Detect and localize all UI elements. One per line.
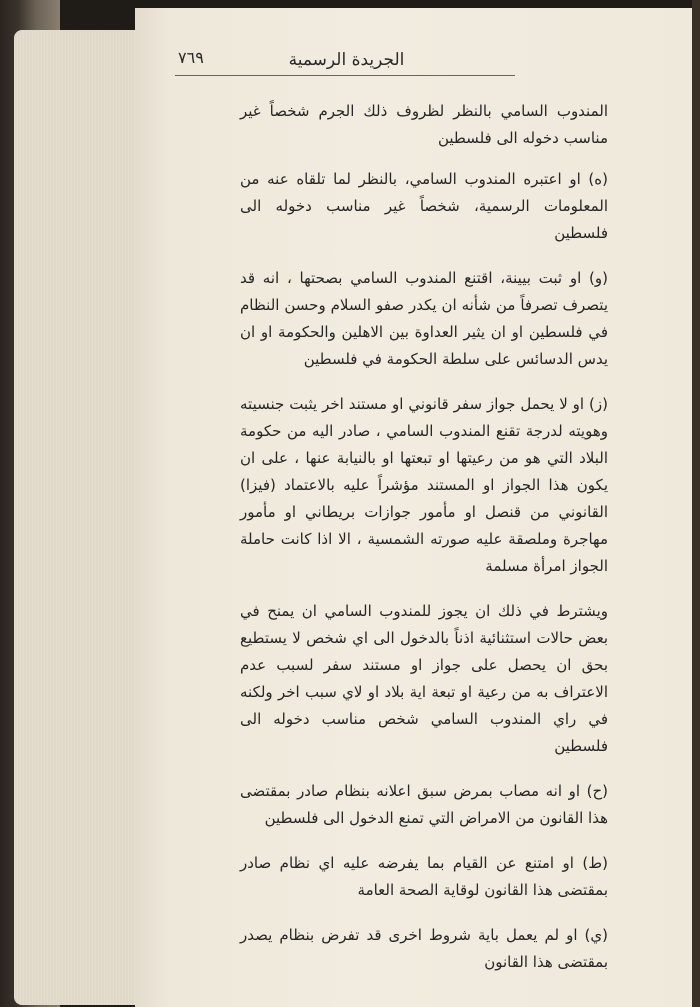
paragraph-text: ويشترط في ذلك ان يجوز للمندوب السامي ان يمنح في بعض حالات استثنائية اذناً بالدخول الى اي شخص لا يستطيع بحق ان يحصل على جواز او مستند سفر لسبب عدم الاعتراف به من رعية او تبعة اية بلاد او لاي سبب اخر ولكنه في راي المندوب السامي شخص مناسب دخوله الى فلسطين: [240, 602, 608, 755]
page-stack-edge: [14, 30, 154, 1005]
clause-label: (ز): [589, 395, 608, 413]
proviso-paragraph: [240, 598, 608, 760]
clause-label: (و): [589, 269, 608, 287]
right-border-strip: [692, 0, 700, 1007]
clause-text: او لا يحمل جواز سفر قانوني او مستند اخر يثبت جنسيته وهويته لدرجة تقنع المندوب السامي ، صادر اليه من حكومة البلاد التي هو من رعيتها او تبعتها او بالنيابة عنها ، على ان يكون هذا الجواز او المستند مؤشراً عليه بالاعتماد (فيزا) القانوني من قنصل او مأمور جوازات بريطاني او مأمور مهاجرة وملصقة عليه صورته الشمسية ، الا اذا كانت حاملة الجواز امرأة مسلمة: [240, 395, 608, 575]
clause-label: (ي): [584, 926, 608, 944]
header-divider: [175, 75, 515, 76]
clause-ha: [240, 778, 608, 832]
page-header-title: الجريدة الرسمية: [288, 50, 405, 70]
clause-text: او ثبت بيينة، اقتنع المندوب السامي بصحتها ، انه قد يتصرف تصرفاً من شأنه ان يكدر صفو السلام وحسن النظام في فلسطين او ان يثير العداوة بين الاهلين والحكومة او ان يدس الدسائس على سلطة الحكومة في فلسطين: [240, 269, 608, 368]
paragraph-text: المندوب السامي بالنظر لظروف ذلك الجرم شخصاً غير مناسب دخوله الى فلسطين: [240, 102, 608, 147]
clause-text: او امتنع عن القيام بما يفرضه عليه اي نظام صادر بمقتضى هذا القانون لوقاية الصحة العامة: [240, 854, 608, 899]
clause-w: [240, 265, 608, 373]
clause-h: [240, 166, 608, 247]
clause-label: (ح): [586, 782, 608, 800]
page-body: [240, 98, 608, 978]
clause-ya: [240, 922, 608, 976]
clause-label: (ه): [588, 170, 608, 188]
page-number: ٧٦٩: [178, 48, 204, 67]
clause-ta: [240, 850, 608, 904]
clause-z: [240, 391, 608, 580]
clause-text: او انه مصاب بمرض سبق اعلانه بنظام صادر بمقتضى هذا القانون من الامراض التي تمنع الدخول الى فلسطين: [240, 782, 608, 827]
clause-label: (ط): [582, 854, 608, 872]
clause-text: او اعتبره المندوب السامي، بالنظر لما تلقاه عنه من المعلومات الرسمية، شخصاً غير مناسب دخوله الى فلسطين: [240, 170, 608, 242]
clause-text: او لم يعمل باية شروط اخرى قد تفرض بنظام يصدر بمقتضى هذا القانون: [240, 926, 608, 971]
paragraph-continuation: [240, 98, 608, 152]
